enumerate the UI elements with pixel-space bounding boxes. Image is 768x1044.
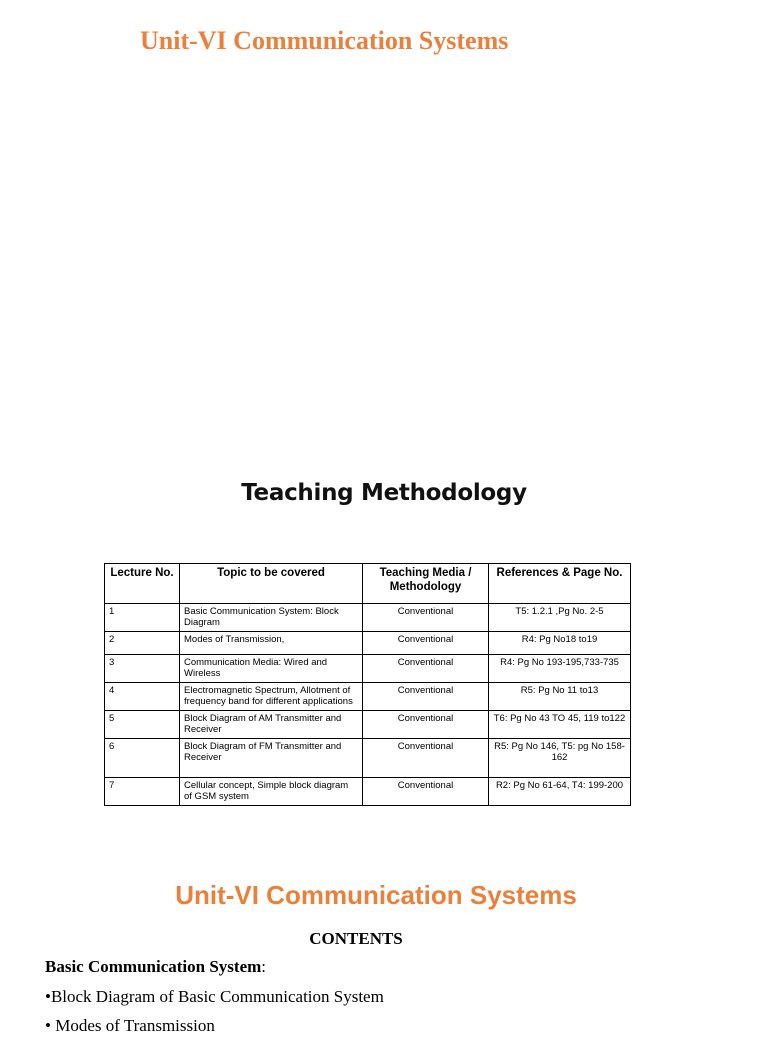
reference-cell: R4: Pg No18 to19 <box>489 631 631 654</box>
table-row <box>105 654 631 682</box>
teaching-media-cell: Conventional <box>363 631 489 654</box>
teaching-media-cell: Conventional <box>363 604 489 632</box>
teaching-media-cell: Conventional <box>363 654 489 682</box>
topic-cell: Modes of Transmission, <box>180 631 363 654</box>
topic-cell: Block Diagram of FM Transmitter and Receiver <box>180 738 363 777</box>
teaching-media-cell: Conventional <box>363 682 489 710</box>
table-header-row <box>105 564 631 604</box>
lecture-no-cell: 5 <box>105 710 180 738</box>
table-row <box>105 682 631 710</box>
lecture-no-cell: 1 <box>105 604 180 632</box>
topic-cell: Electromagnetic Spectrum, Allotment of frequency band for different applications <box>180 682 363 710</box>
contents-slide-title: Unit-VI Communication Systems <box>175 880 577 910</box>
reference-cell: T5: 1.2.1 ,Pg No. 2-5 <box>489 604 631 632</box>
table-row <box>105 738 631 777</box>
table-row <box>105 777 631 805</box>
table-row <box>105 631 631 654</box>
reference-cell: R4: Pg No 193-195,733-735 <box>489 654 631 682</box>
contents-heading: CONTENTS <box>309 929 403 948</box>
list-item: •Block Diagram of Basic Communication System <box>45 987 384 1006</box>
list-item: • Modes of Transmission <box>45 1016 215 1035</box>
column-header-teaching-media: Teaching Media / Methodology <box>363 564 489 604</box>
lecture-no-cell: 3 <box>105 654 180 682</box>
page-title: Unit-VI Communication Systems <box>140 26 509 55</box>
section-label-text: Basic Communication System <box>45 957 262 976</box>
topic-cell: Basic Communication System: Block Diagram <box>180 604 363 632</box>
column-header-references: References & Page No. <box>489 564 631 604</box>
table-row <box>105 710 631 738</box>
section-label <box>45 957 266 977</box>
topic-cell: Block Diagram of AM Transmitter and Receiver <box>180 710 363 738</box>
topic-cell: Cellular concept, Simple block diagram of GSM system <box>180 777 363 805</box>
teaching-methodology-table <box>104 563 631 806</box>
reference-cell: T6: Pg No 43 TO 45, 119 to122 <box>489 710 631 738</box>
column-header-lecture-no: Lecture No. <box>105 564 180 604</box>
teaching-media-cell: Conventional <box>363 777 489 805</box>
section-label-colon: : <box>261 957 267 976</box>
table-row <box>105 604 631 632</box>
teaching-media-cell: Conventional <box>363 738 489 777</box>
lecture-no-cell: 7 <box>105 777 180 805</box>
teaching-methodology-heading: Teaching Methodology <box>241 480 527 506</box>
topic-cell: Communication Media: Wired and Wireless <box>180 654 363 682</box>
reference-cell: R5: Pg No 11 to13 <box>489 682 631 710</box>
contents-list <box>45 986 384 1044</box>
lecture-no-cell: 6 <box>105 738 180 777</box>
reference-cell: R5: Pg No 146, T5: pg No 158-162 <box>489 738 631 777</box>
lecture-no-cell: 4 <box>105 682 180 710</box>
reference-cell: R2: Pg No 61-64, T4: 199-200 <box>489 777 631 805</box>
lecture-no-cell: 2 <box>105 631 180 654</box>
column-header-topic: Topic to be covered <box>180 564 363 604</box>
teaching-media-cell: Conventional <box>363 710 489 738</box>
